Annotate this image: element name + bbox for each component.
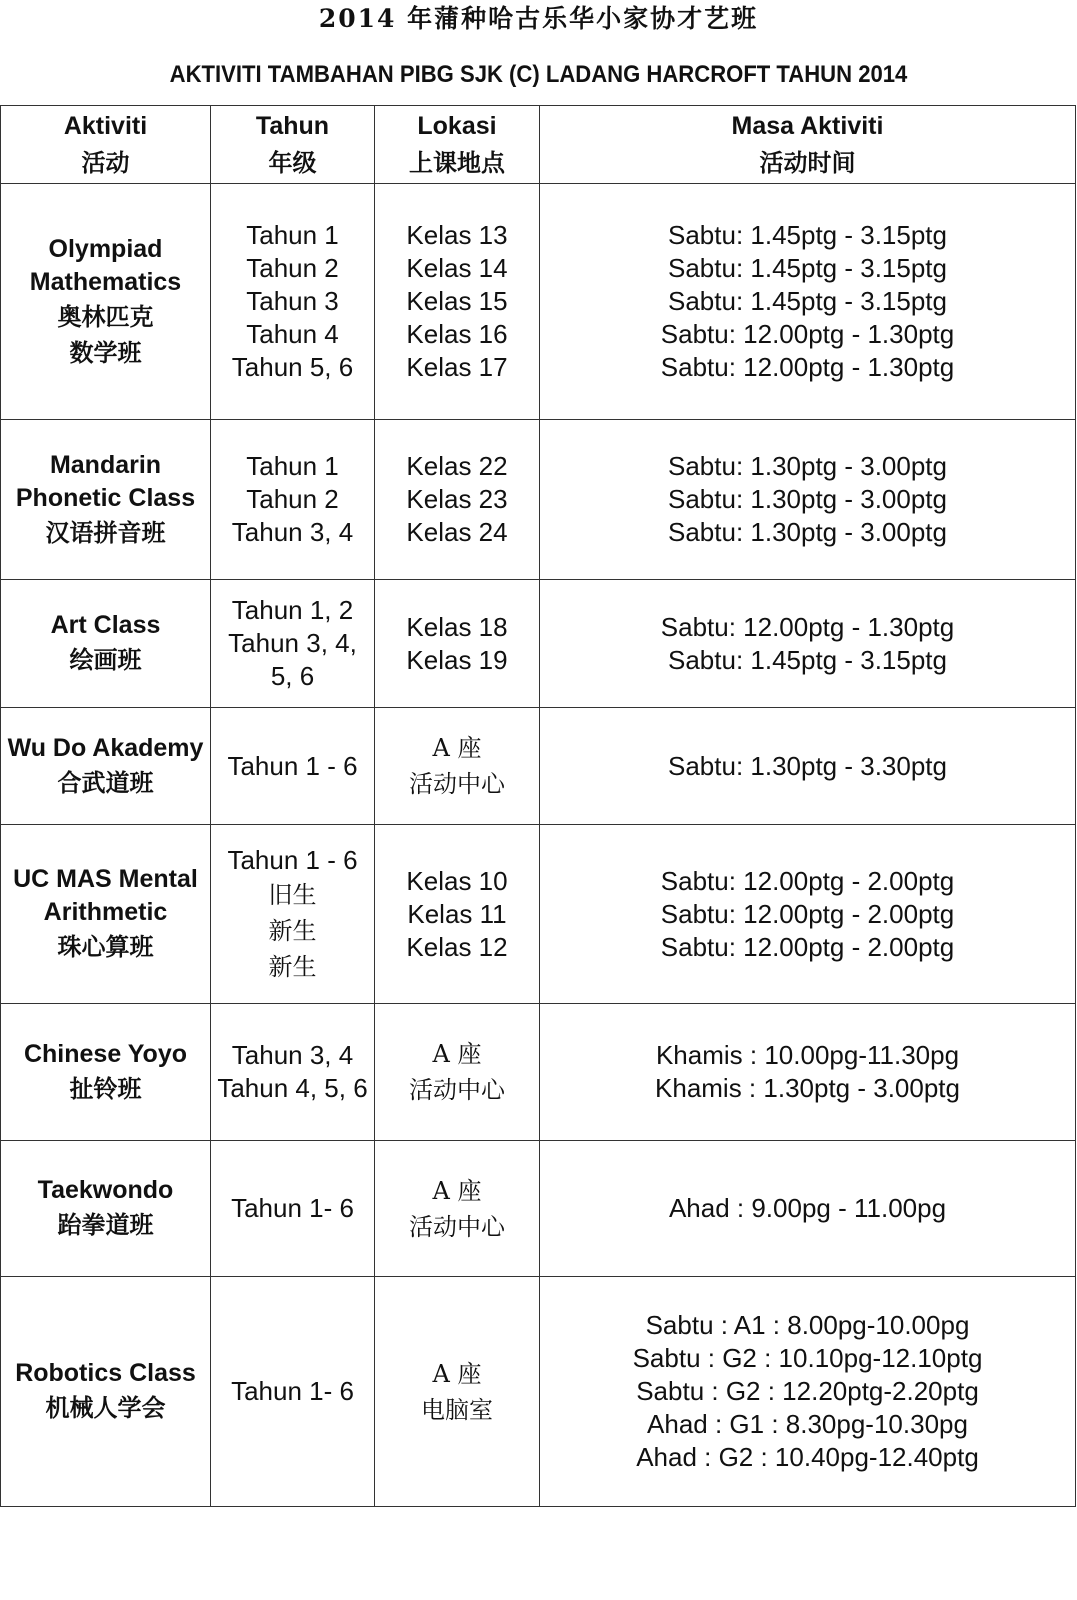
- table-row: [1, 184, 1076, 420]
- cell-masa: [540, 184, 1076, 420]
- cell-activity: [1, 825, 211, 1004]
- time-slot: Sabtu: 1.30ptg - 3.00ptg: [668, 484, 947, 514]
- location-entry: Kelas 24: [406, 517, 508, 547]
- table-row: [1, 580, 1076, 708]
- header-aktiviti: [1, 106, 211, 184]
- location-entry: Kelas 22: [406, 451, 508, 481]
- activity-name: Mandarin: [49, 450, 162, 479]
- time-slot: Sabtu: 1.30ptg - 3.30ptg: [668, 750, 947, 781]
- header-label-cn: 上课地点: [409, 147, 505, 177]
- time-slot: Sabtu: 12.00ptg - 2.00ptg: [660, 898, 955, 929]
- document-title-chinese: 2014 年蒲种哈古乐华小家协才艺班: [318, 4, 759, 33]
- header-tahun: [211, 106, 375, 184]
- activity-name: Phonetic Class: [15, 483, 196, 512]
- time-slot: Sabtu: 1.45ptg - 3.15ptg: [668, 644, 947, 675]
- header-label-cn: 活动时间: [759, 147, 856, 177]
- activity-name-cn: 汉语拼音班: [45, 517, 166, 547]
- year-entry: Tahun 3, 4,: [228, 628, 357, 658]
- year-entry: Tahun 2: [246, 253, 339, 283]
- year-entry: Tahun 1: [246, 220, 339, 250]
- location-entry: Kelas 11: [407, 898, 507, 929]
- year-entry: Tahun 1- 6: [231, 1193, 354, 1223]
- cell-lokasi: [375, 420, 540, 580]
- activity-schedule-table: [0, 105, 1076, 1507]
- location-entry: Kelas 13: [406, 220, 508, 250]
- cell-tahun: [211, 1141, 375, 1277]
- year-entry: Tahun 3: [246, 286, 339, 316]
- table-body: [1, 184, 1076, 1507]
- time-slot: Sabtu: 1.30ptg - 3.00ptg: [668, 451, 947, 481]
- cell-masa: [540, 1004, 1076, 1141]
- cell-masa: [540, 1141, 1076, 1277]
- location-entry: Kelas 16: [406, 319, 508, 349]
- location-entry: A 座: [432, 1176, 482, 1205]
- cell-lokasi: [375, 184, 540, 420]
- table-header-row: [1, 106, 1076, 184]
- cell-activity: [1, 184, 211, 420]
- time-slot: Sabtu: 12.00ptg - 2.00ptg: [660, 931, 955, 962]
- year-entry: Tahun 1: [246, 451, 339, 481]
- year-entry: Tahun 1, 2: [231, 595, 354, 625]
- activity-name: Robotics Class: [15, 1359, 196, 1387]
- year-entry: Tahun 1 - 6: [227, 750, 358, 781]
- activity-name-cn: 珠心算班: [57, 932, 154, 961]
- year-entry: Tahun 3, 4: [231, 1040, 354, 1070]
- cell-masa: [540, 420, 1076, 580]
- activity-name-cn: 绘画班: [69, 645, 142, 674]
- header-label: Aktiviti: [63, 111, 148, 140]
- header-masa-aktiviti: [540, 106, 1076, 184]
- cell-lokasi: [375, 825, 540, 1004]
- cell-masa: [540, 1277, 1076, 1507]
- location-entry: 活动中心: [409, 770, 505, 798]
- location-entry: Kelas 15: [406, 286, 508, 316]
- year-entry: 旧生: [268, 880, 317, 909]
- header-label: Tahun: [255, 111, 330, 140]
- location-entry: Kelas 23: [406, 484, 508, 514]
- location-entry: Kelas 19: [406, 644, 508, 675]
- table-row: [1, 420, 1076, 580]
- table-row: [1, 825, 1076, 1004]
- location-entry: 电脑室: [421, 1395, 493, 1424]
- year-entry: Tahun 3, 4: [231, 517, 354, 547]
- time-slot: Sabtu: 12.00ptg - 2.00ptg: [660, 865, 955, 896]
- activity-name: Taekwondo: [37, 1176, 174, 1204]
- location-entry: A 座: [432, 734, 482, 762]
- cell-tahun: [211, 420, 375, 580]
- location-entry: Kelas 18: [406, 611, 508, 642]
- cell-lokasi: [375, 1277, 540, 1507]
- document-title-malay: AKTIVITI TAMBAHAN PIBG SJK (C) LADANG HARCROFT TAHUN 2014: [169, 61, 908, 88]
- year-entry: 新生: [268, 916, 317, 945]
- activity-name-cn: 奥林匹克: [57, 301, 154, 331]
- cell-activity: [1, 1141, 211, 1277]
- cell-masa: [540, 825, 1076, 1004]
- activity-name: Arithmetic: [43, 898, 168, 926]
- year-entry: 5, 6: [270, 661, 315, 691]
- time-slot: Sabtu: 1.45ptg - 3.15ptg: [668, 220, 947, 250]
- time-slot: Ahad : G1 : 8.30pg-10.30pg: [647, 1409, 968, 1439]
- activity-name-cn: 扯铃班: [69, 1073, 142, 1103]
- header-label-cn: 活动: [81, 147, 130, 177]
- cell-masa: [540, 580, 1076, 708]
- time-slot: Sabtu: 1.30ptg - 3.00ptg: [668, 517, 947, 547]
- activity-name-cn: 跆拳道班: [57, 1210, 154, 1239]
- time-slot: Sabtu: 12.00ptg - 1.30ptg: [660, 319, 955, 349]
- year-entry: Tahun 4: [246, 319, 339, 349]
- year-entry: 新生: [268, 952, 317, 981]
- year-entry: Tahun 1- 6: [231, 1376, 354, 1406]
- header-label-cn: 年级: [268, 147, 317, 177]
- table-row: [1, 1004, 1076, 1141]
- location-entry: A 座: [432, 1359, 482, 1388]
- year-entry: Tahun 5, 6: [231, 352, 354, 382]
- cell-masa: [540, 708, 1076, 825]
- time-slot: Sabtu : G2 : 10.10pg-12.10ptg: [632, 1343, 983, 1373]
- cell-lokasi: [375, 1004, 540, 1141]
- activity-name: Wu Do Akademy: [7, 733, 204, 762]
- time-slot: Ahad : G2 : 10.40pg-12.40ptg: [636, 1442, 979, 1472]
- header-lokasi: [375, 106, 540, 184]
- activity-name-cn: 数学班: [69, 337, 142, 367]
- cell-lokasi: [375, 580, 540, 708]
- location-entry: A 座: [432, 1040, 482, 1068]
- cell-tahun: [211, 825, 375, 1004]
- time-slot: Khamis : 1.30ptg - 3.00ptg: [655, 1073, 960, 1103]
- location-entry: Kelas 10: [406, 865, 508, 896]
- year-entry: Tahun 2: [246, 484, 339, 514]
- year-entry: Tahun 4, 5, 6: [217, 1073, 368, 1103]
- cell-activity: [1, 1277, 211, 1507]
- time-slot: Sabtu: 12.00ptg - 1.30ptg: [660, 352, 955, 382]
- cell-activity: [1, 708, 211, 825]
- location-entry: Kelas 14: [406, 253, 508, 283]
- cell-activity: [1, 420, 211, 580]
- activity-name-cn: 机械人学会: [45, 1393, 166, 1422]
- activity-name: Olympiad: [48, 234, 163, 263]
- cell-tahun: [211, 184, 375, 420]
- location-entry: Kelas 17: [406, 352, 508, 382]
- cell-activity: [1, 580, 211, 708]
- table-row: [1, 1141, 1076, 1277]
- cell-tahun: [211, 708, 375, 825]
- cell-tahun: [211, 580, 375, 708]
- time-slot: Sabtu: 1.45ptg - 3.15ptg: [668, 286, 947, 316]
- location-entry: Kelas 12: [406, 931, 508, 962]
- table-row: [1, 708, 1076, 825]
- activity-name: Chinese Yoyo: [23, 1039, 187, 1068]
- time-slot: Sabtu : A1 : 8.00pg-10.00pg: [645, 1310, 970, 1340]
- activity-name: Mathematics: [29, 267, 182, 296]
- header-label: Masa Aktiviti: [731, 111, 884, 140]
- activity-name: Art Class: [50, 611, 161, 639]
- cell-lokasi: [375, 708, 540, 825]
- location-entry: 活动中心: [409, 1212, 505, 1241]
- cell-lokasi: [375, 1141, 540, 1277]
- time-slot: Sabtu: 1.45ptg - 3.15ptg: [668, 253, 947, 283]
- activity-name-cn: 合武道班: [57, 767, 154, 797]
- activity-name: UC MAS Mental: [13, 865, 198, 893]
- cell-tahun: [211, 1277, 375, 1507]
- location-entry: 活动中心: [409, 1076, 505, 1104]
- time-slot: Ahad : 9.00pg - 11.00pg: [668, 1193, 947, 1223]
- cell-tahun: [211, 1004, 375, 1141]
- year-entry: Tahun 1 - 6: [227, 844, 358, 875]
- time-slot: Sabtu : G2 : 12.20ptg-2.20ptg: [636, 1376, 979, 1406]
- time-slot: Sabtu: 12.00ptg - 1.30ptg: [660, 611, 955, 642]
- header-label: Lokasi: [417, 111, 497, 140]
- time-slot: Khamis : 10.00pg-11.30pg: [655, 1040, 960, 1070]
- table-row: [1, 1277, 1076, 1507]
- cell-activity: [1, 1004, 211, 1141]
